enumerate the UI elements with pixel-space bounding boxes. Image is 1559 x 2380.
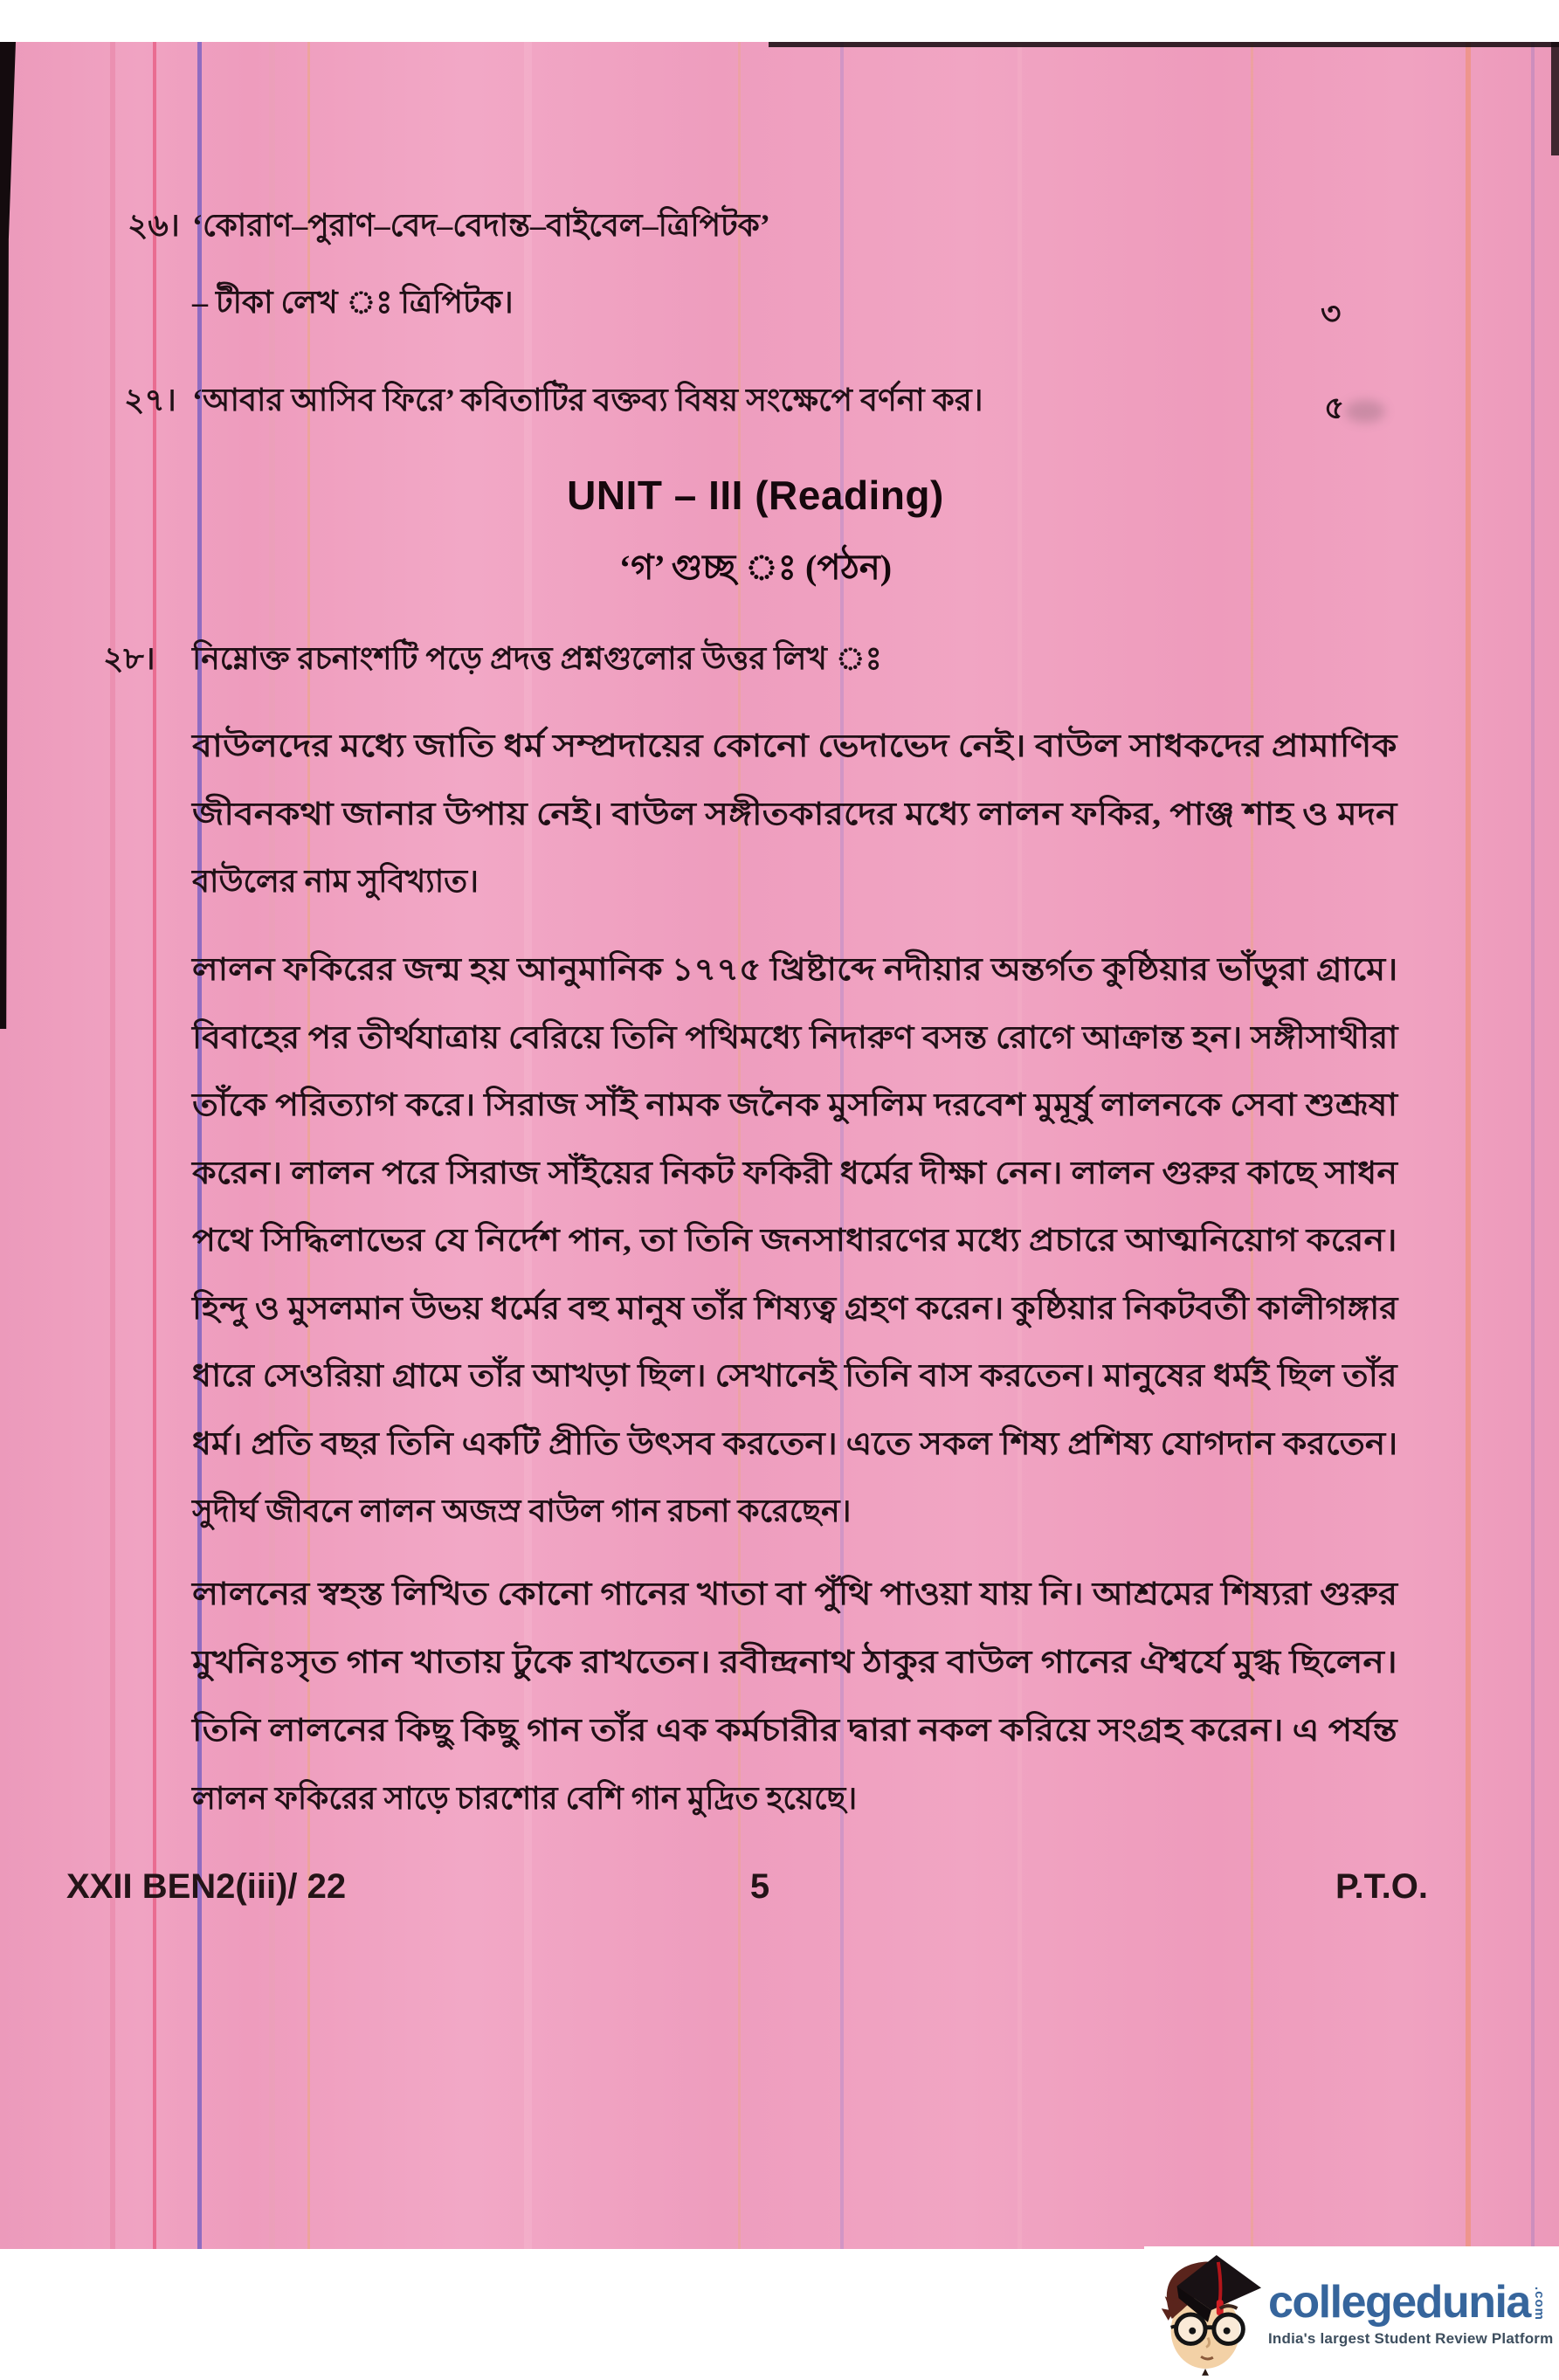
passage-line xyxy=(0,1568,1559,1629)
paper-code: XXII BEN2(iii)/ 22 xyxy=(66,1867,347,1906)
unit-heading: UNIT – III (Reading) xyxy=(567,473,944,518)
passage-text: হিন্দু ও মুসলমান উভয় ধর্মের বহু মানুষ তাঁর শিষ্যত্ব গ্রহণ করেন। কুষ্ঠিয়ার নিকটবর্তী কালীগঙ্গার xyxy=(192,1291,1398,1326)
passage-line xyxy=(0,1704,1559,1765)
passage-line xyxy=(0,943,1559,1004)
passage-text: ধর্ম। প্রতি বছর তিনি একটি প্রীতি উৎসব করতেন। এতে সকল শিষ্য প্রশিষ্য যোগদান করতেন। xyxy=(192,1426,1398,1461)
passage-line xyxy=(0,1485,1559,1546)
question-26-marks: ৩ xyxy=(1321,296,1342,331)
question-26-text: ‘কোরাণ–পুরাণ–বেদ–বেদান্ত–বাইবেল–ত্রিপিটক’ xyxy=(192,208,770,243)
passage-line xyxy=(0,1282,1559,1343)
passage-line xyxy=(0,788,1559,849)
passage-text: বাউলের নাম সুবিখ্যাত। xyxy=(192,864,479,899)
passage-line xyxy=(0,1147,1559,1208)
question-26-subtext: – টীকা লেখ ঃ ত্রিপিটক। xyxy=(192,285,514,320)
passage-text: পথে সিদ্ধিলাভের যে নির্দেশ পান, তা তিনি জনসাধারণের মধ্যে প্রচারে আত্মনিয়োগ করেন। xyxy=(192,1223,1397,1258)
question-28-intro-text: নিম্নোক্ত রচনাংশটি পড়ে প্রদত্ত প্রশ্নগুলোর উত্তর লিখ ঃ xyxy=(192,641,882,676)
passage-text: ধারে সেওরিয়া গ্রামে তাঁর আখড়া ছিল। সেখানেই তিনি বাস করতেন। মানুষের ধর্মই ছিল তাঁর xyxy=(192,1358,1397,1393)
scan-edge-top-right xyxy=(1551,42,1559,155)
passage-text: বাউলদের মধ্যে জাতি ধর্ম সম্প্রদায়ের কোনো ভেদাভেদ নেই। বাউল সাধকদের প্রামাণিক xyxy=(192,728,1397,763)
logo-text xyxy=(1268,2276,1554,2348)
passage-line xyxy=(0,1636,1559,1697)
brand-name: collegedunia xyxy=(1268,2276,1530,2328)
scan-edge-top xyxy=(769,42,1559,47)
passage-line xyxy=(0,720,1559,781)
passage-line xyxy=(0,1349,1559,1411)
passage-text: জীবনকথা জানার উপায় নেই। বাউল সঙ্গীতকারদের মধ্যে লালন ফকির, পাঞ্জ শাহ ও মদন xyxy=(192,797,1397,831)
pto-label: P.T.O. xyxy=(1335,1867,1428,1906)
brand-tld: .com xyxy=(1531,2286,1547,2321)
passage-text: করেন। লালন পরে সিরাজ সাঁইয়ের নিকট ফকিরী ধর্মের দীক্ষা নেন। লালন গুরুর কাছে সাধন xyxy=(192,1156,1397,1190)
page-number: 5 xyxy=(749,1867,770,1906)
passage-text: লালন ফকিরের জন্ম হয় আনুমানিক ১৭৭৫ খ্রিষ্টাব্দে নদীয়ার অন্তর্গত কুষ্ঠিয়ার ভাঁড়ুরা গ্রামে। xyxy=(192,952,1398,987)
question-27-marks: ৫ xyxy=(1324,390,1345,425)
question-26-line-1 xyxy=(0,199,1559,260)
passage-text: তিনি লালনের কিছু কিছু গান তাঁর এক কর্মচারীর দ্বারা নকল করিয়ে সংগ্রহ করেন। এ পর্যন্ত xyxy=(192,1713,1397,1748)
passage-text: বিবাহের পর তীর্থযাত্রায় বেরিয়ে তিনি পথিমধ্যে নিদারুণ বসন্ত রোগে আক্রান্ত হন। সঙ্গীসাথীরা xyxy=(192,1020,1398,1055)
passage-line xyxy=(0,1079,1559,1140)
passage-line xyxy=(0,1418,1559,1479)
passage-line xyxy=(0,1772,1559,1833)
question-27-text: ‘আবার আসিব ফিরে’ কবিতাটির বক্তব্য বিষয় সংক্ষেপে বর্ণনা কর। xyxy=(192,383,983,417)
passage-text: লালন ফকিরের সাড়ে চারশোর বেশি গান মুদ্রিত হয়েছে। xyxy=(192,1781,858,1816)
passage-text: লালনের স্বহস্ত লিখিত কোনো গানের খাতা বা পুঁথি পাওয়া যায় নি। আশ্রমের শিষ্যরা গুরুর xyxy=(192,1576,1398,1611)
passage-line xyxy=(0,1011,1559,1073)
passage-line xyxy=(0,1214,1559,1275)
question-28-number: ২৮। xyxy=(103,641,155,676)
passage-line xyxy=(0,855,1559,916)
unit-subheading: ‘গ’ গুচ্ছ ঃ (পঠন) xyxy=(618,548,893,587)
question-26-number: ২৬। xyxy=(128,208,180,243)
passage-text: মুখনিঃসৃত গান খাতায় টুকে রাখতেন। রবীন্দ্রনাথ ঠাকুর বাউল গানের ঐশ্বর্যে মুগ্ধ ছিলেন। xyxy=(192,1645,1397,1680)
question-28-intro xyxy=(0,632,1559,693)
passage-text: সুদীর্ঘ জীবনে লালন অজস্র বাউল গান রচনা করেছেন। xyxy=(192,1494,852,1528)
passage-text: তাঁকে পরিত্যাগ করে। সিরাজ সাঁই নামক জনৈক মুসলিম দরবেশ মুমূর্ষু লালনকে সেবা শুশ্রূষা xyxy=(192,1087,1398,1122)
mascot-graduate-icon xyxy=(1151,2252,1263,2376)
brand-line xyxy=(1268,2276,1553,2328)
question-27-number: ২৭। xyxy=(124,383,176,417)
collegedunia-logo xyxy=(1144,2246,1559,2380)
brand-tagline: India's largest Student Review Platform xyxy=(1268,2329,1554,2347)
